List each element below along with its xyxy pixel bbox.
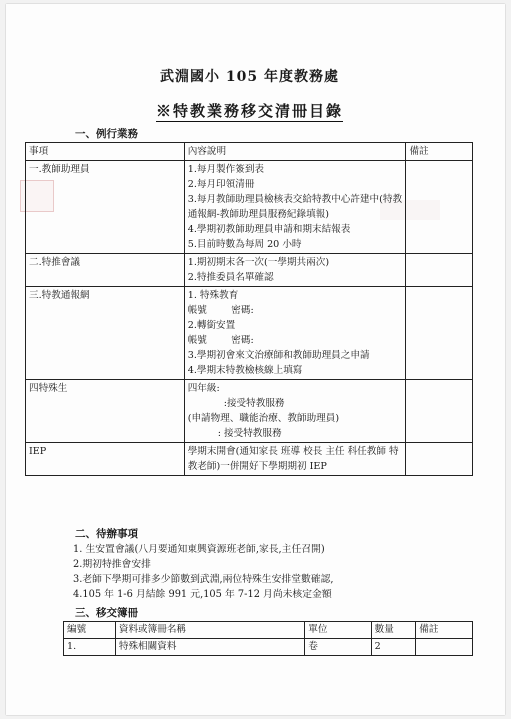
desc-line: 4.學期末特教檢核線上填寫 — [187, 365, 303, 376]
desc-line: 1.期初期末各一次(一學期共兩次) — [187, 257, 330, 268]
section-heading-routine: 一、例行業務 — [75, 128, 138, 140]
header-quantity: 數量 — [371, 622, 416, 639]
table-header-row — [26, 143, 473, 161]
table-row — [26, 380, 473, 443]
header-description: 內容說明 — [184, 143, 406, 161]
desc-line: :接受特教服務 — [223, 398, 285, 409]
desc-line: 4.學期初教師助理員申請和期末結報表 — [187, 224, 351, 235]
desc-line: 2.特推委員名單確認 — [187, 272, 274, 283]
desc-line: 四年級: — [187, 383, 220, 394]
header-item: 事項 — [26, 143, 185, 161]
row-description — [184, 380, 406, 443]
pending-item: 4.105 年 1-6 月結餘 991 元,105 年 7-12 月尚未核定金額 — [73, 589, 332, 600]
header-name: 資料或簿冊名稱 — [115, 622, 304, 639]
desc-line: 帳號 密碼: — [187, 305, 254, 316]
row-note — [406, 287, 473, 380]
row-note — [406, 254, 473, 287]
table-header-row — [64, 622, 473, 639]
pending-item: 2.期初特推會安排 — [73, 559, 151, 570]
header-number: 編號 — [64, 622, 116, 639]
header-note: 備註 — [416, 622, 473, 639]
row-note — [406, 161, 473, 254]
row-item: 四特殊生 — [26, 380, 185, 443]
row-note — [406, 380, 473, 443]
header-unit: 單位 — [305, 622, 371, 639]
pending-item: 1. 生安置會議(八月要通知東興資源班老師,家長,主任召開) — [73, 544, 325, 555]
table-row — [64, 639, 473, 656]
table-row — [26, 161, 473, 254]
desc-line: 5.目前時數為每周 20 小時 — [187, 239, 302, 250]
row-description — [184, 161, 406, 254]
desc-line: : 接受特教服務 — [217, 428, 282, 439]
table-row — [26, 443, 473, 476]
cell-quantity: 2 — [371, 639, 416, 656]
cell-unit: 卷 — [305, 639, 371, 656]
desc-line: 帳號 密碼: — [187, 335, 254, 346]
header-note: 備註 — [406, 143, 473, 161]
table-row — [26, 254, 473, 287]
desc-line: 1. 特殊教育 — [187, 290, 239, 301]
table-row — [26, 287, 473, 380]
desc-line: (申請物理、職能治療、教師助理員) — [187, 413, 340, 424]
document-subtitle: ※特教業務移交清冊目錄 — [155, 102, 343, 120]
section-heading-handover: 三、移交簿冊 — [75, 607, 138, 619]
desc-line: 2.轉銜安置 — [187, 320, 236, 331]
cell-note — [416, 639, 473, 656]
row-item: IEP — [26, 443, 185, 476]
cell-number: 1. — [64, 639, 116, 656]
row-description — [184, 287, 406, 380]
row-note — [406, 443, 473, 476]
row-description — [184, 254, 406, 287]
routine-tasks-table — [25, 142, 473, 476]
desc-line: 3.每月教師助理員檢核表交給特教中心許建中(特教通報網-教師助理員服務紀錄填報) — [187, 194, 403, 220]
pending-item: 3.老師下學期可排多少節數到武淵,兩位特殊生安排堂數確認, — [73, 574, 334, 585]
desc-line: 1.每月製作簽到表 — [187, 164, 265, 175]
row-item: 二.特推會議 — [26, 254, 185, 287]
row-description — [184, 443, 406, 476]
cell-name: 特殊相關資料 — [115, 639, 304, 656]
row-item: 一.教師助理員 — [26, 161, 185, 254]
desc-line: 學期末開會(通知家長 班導 校長 主任 科任教師 特教老師)一併開好下學期期初 IEP — [187, 446, 399, 472]
section-heading-pending: 二、待辦事項 — [75, 528, 138, 540]
handover-table — [63, 621, 473, 656]
document-title: 武淵國小 105 年度教務處 — [160, 69, 339, 85]
desc-line: 3.學期初會來文治療師和教師助理員之申請 — [187, 350, 370, 361]
row-item: 三.特教通報網 — [26, 287, 185, 380]
desc-line: 2.每月印領清冊 — [187, 179, 255, 190]
